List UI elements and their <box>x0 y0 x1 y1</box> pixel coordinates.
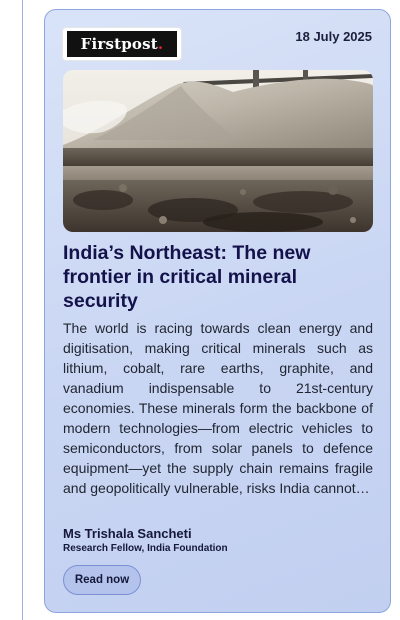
mineral-stockpile-photo <box>63 70 373 232</box>
article-card[interactable] <box>44 9 391 613</box>
publisher-logo[interactable] <box>63 28 181 60</box>
publisher-logo-dot: . <box>157 35 164 53</box>
article-title[interactable]: India’s Northeast: The new frontier in critical mineral security <box>63 242 311 312</box>
article-excerpt: The world is racing towards clean energy and digitisation, making critical minerals such as lithium, cobalt, rare earths, graphite, and vanadium indispensable to 21st-century economies. These minerals form the backbone of modern technologies—from electric vehicles to semiconductors, from solar panels to defence equipment—yet the supply chain remains fragile and geopolitically vulnerable, risks India cannot… <box>63 320 373 496</box>
author-name: Ms Trishala Sancheti <box>63 526 192 541</box>
publisher-logo-text: Firstpost <box>80 35 158 53</box>
article-date: 18 July 2025 <box>295 29 372 44</box>
article-image[interactable] <box>63 70 373 232</box>
page-divider-line <box>22 0 23 620</box>
read-now-button[interactable]: Read now <box>63 565 141 595</box>
publisher-logo-mark <box>67 31 177 57</box>
author-role: Research Fellow, India Foundation <box>63 543 228 554</box>
